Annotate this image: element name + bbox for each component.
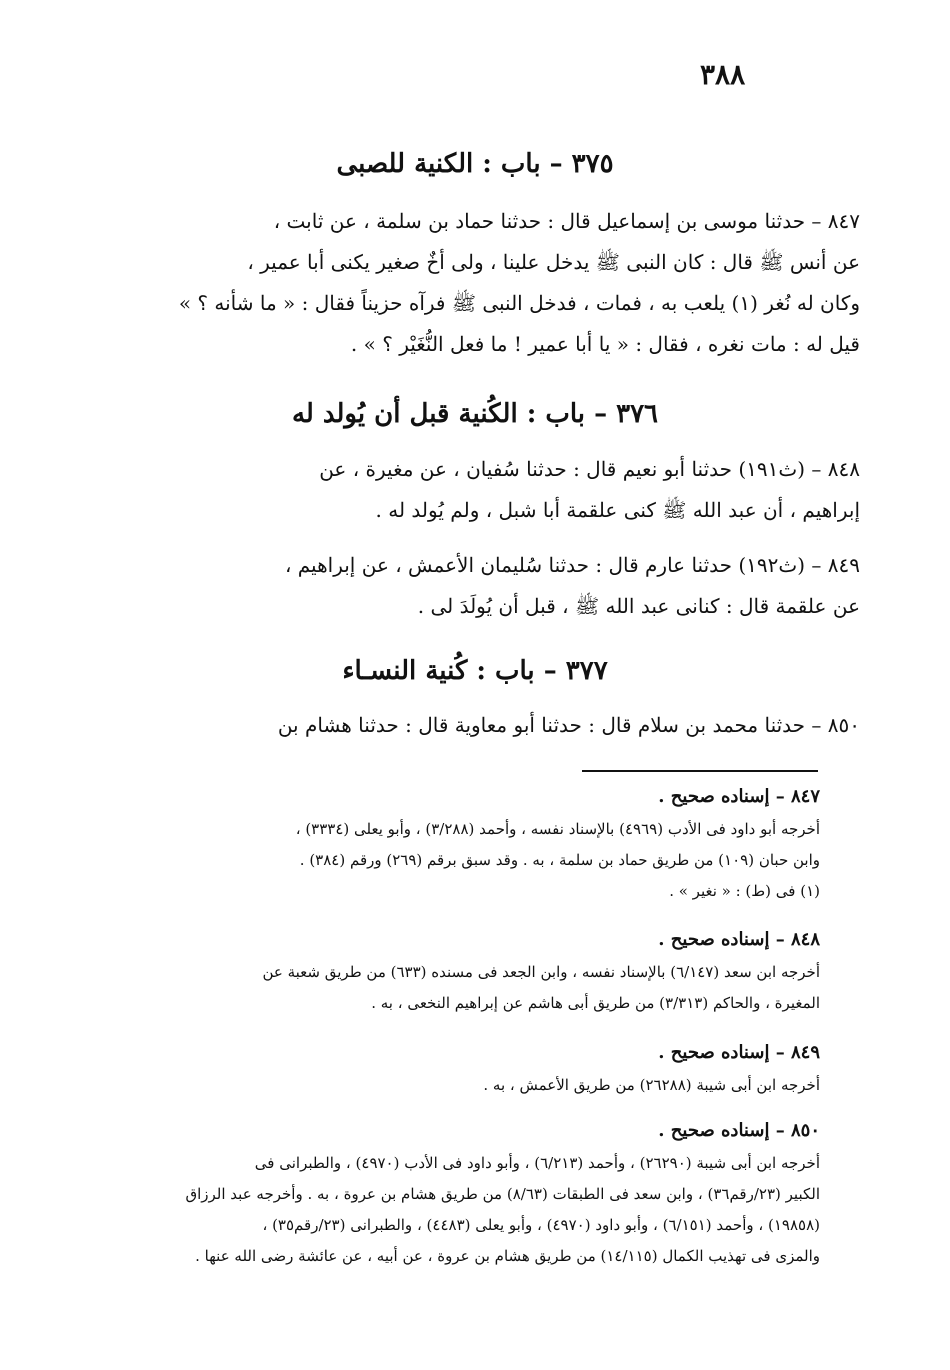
- hadith-849: [88, 545, 860, 627]
- footnote-heading: ٨٤٧ – إسناده صحيح .: [658, 786, 820, 807]
- text-line: ٨٤٨ – (ث١٩١) حدثنا أبو نعيم قال : حدثنا سُفيان ، عن مغيرة ، عن: [319, 457, 860, 481]
- footnote-849: [92, 1036, 820, 1101]
- hadith-848: [88, 449, 860, 531]
- hadith-850: [88, 705, 860, 746]
- footnote-line: أخرجه ابن أبى شيبة (٢٦٢٩٠) ، وأحمد (٦/٢١٣) ، وأبو داود فى الأدب (٤٩٧٠) ، والطبرانى فى: [254, 1154, 820, 1172]
- text-line: ٨٥٠ – حدثنا محمد بن سلام قال : حدثنا أبو معاوية قال : حدثنا هشام بن: [277, 713, 860, 737]
- footnote-line: المغيرة ، والحاكم (٣/٣١٣) من طريق أبى هاشم عن إبراهيم النخعى ، به .: [371, 994, 820, 1012]
- chapter-heading-376: ٣٧٦ – باب : الكُنية قبل أن يُولد له: [291, 399, 659, 429]
- footnote-line: (١٩٨٥٨) ، وأحمد (٦/١٥١) ، وأبو داود (٤٩٧٠) ، وأبو يعلى (٤٤٨٣) ، والطبرانى (٢٣/رقم٣٥) ،: [262, 1216, 820, 1234]
- text-line: عن علقمة قال : كنانى عبد الله ﷺ ، قبل أن يُولَدَ لى .: [417, 594, 860, 618]
- footnote-848: [92, 923, 820, 1019]
- footnote-line: أخرجه أبو داود فى الأدب (٤٩٦٩) بالإسناد نفسه ، وأحمد (٣/٢٨٨) ، وأبو يعلى (٣٣٣٤) ،: [295, 820, 820, 838]
- text-line: عن أنس ﷺ قال : كان النبى ﷺ يدخل علينا ، ولى أخٌ صغير يكنى أبا عمير ،: [247, 250, 860, 274]
- footnote-line: (١) فى (ط) : « نغير » .: [669, 882, 820, 900]
- footnote-line: الكبير (٢٣/رقم٣٦) ، وابن سعد فى الطبقات (٨/٦٣) من طريق هشام بن عروة ، به . وأخرجه عبد الرزاق: [185, 1185, 820, 1203]
- footnote-line: والمزى فى تهذيب الكمال (١٤/١١٥) من طريق هشام بن عروة ، عن أبيه ، عن عائشة رضى الله عنها .: [195, 1247, 820, 1265]
- footnote-line: أخرجه ابن سعد (٦/١٤٧) بالإسناد نفسه ، وابن الجعد فى مسنده (٦٣٣) من طريق شعبة عن: [262, 963, 820, 981]
- footnote-divider: [582, 770, 818, 772]
- page-number: ٣٨٨: [700, 58, 746, 91]
- footnote-line: أخرجه ابن أبى شيبة (٢٦٢٨٨) من طريق الأعمش ، به .: [483, 1076, 820, 1094]
- footnote-847: [92, 780, 820, 907]
- footnote-850: [92, 1114, 820, 1272]
- footnote-heading: ٨٤٩ – إسناده صحيح .: [658, 1042, 820, 1063]
- hadith-847: [88, 201, 860, 365]
- footnote-line: وابن حبان (١٠٩) من طريق حماد بن سلمة ، به . وقد سبق برقم (٢٦٩) ورقم (٣٨٤) .: [299, 851, 820, 869]
- text-line: إبراهيم ، أن عبد الله ﷺ كنى علقمة أبا شبل ، ولم يُولد له .: [375, 498, 860, 522]
- text-line: ٨٤٩ – (ث١٩٢) حدثنا عارم قال : حدثنا سُليمان الأعمش ، عن إبراهيم ،: [284, 553, 860, 577]
- chapter-heading-377: ٣٧٧ – باب : كُنية النسـاء: [342, 656, 608, 686]
- text-line: قيل له : مات نغره ، فقال : « يا أبا عمير ! ما فعل النُّغَيْر ؟ » .: [350, 332, 860, 356]
- text-line: ٨٤٧ – حدثنا موسى بن إسماعيل قال : حدثنا حماد بن سلمة ، عن ثابت ،: [273, 209, 860, 233]
- footnote-heading: ٨٥٠ – إسناده صحيح .: [658, 1120, 820, 1141]
- text-line: وكان له نُغر (١) يلعب به ، فمات ، فدخل النبى ﷺ فرآه حزيناً فقال : « ما شأنه ؟ »: [178, 291, 860, 315]
- chapter-heading-375: ٣٧٥ – باب : الكنية للصبى: [336, 149, 614, 179]
- footnote-heading: ٨٤٨ – إسناده صحيح .: [658, 929, 820, 950]
